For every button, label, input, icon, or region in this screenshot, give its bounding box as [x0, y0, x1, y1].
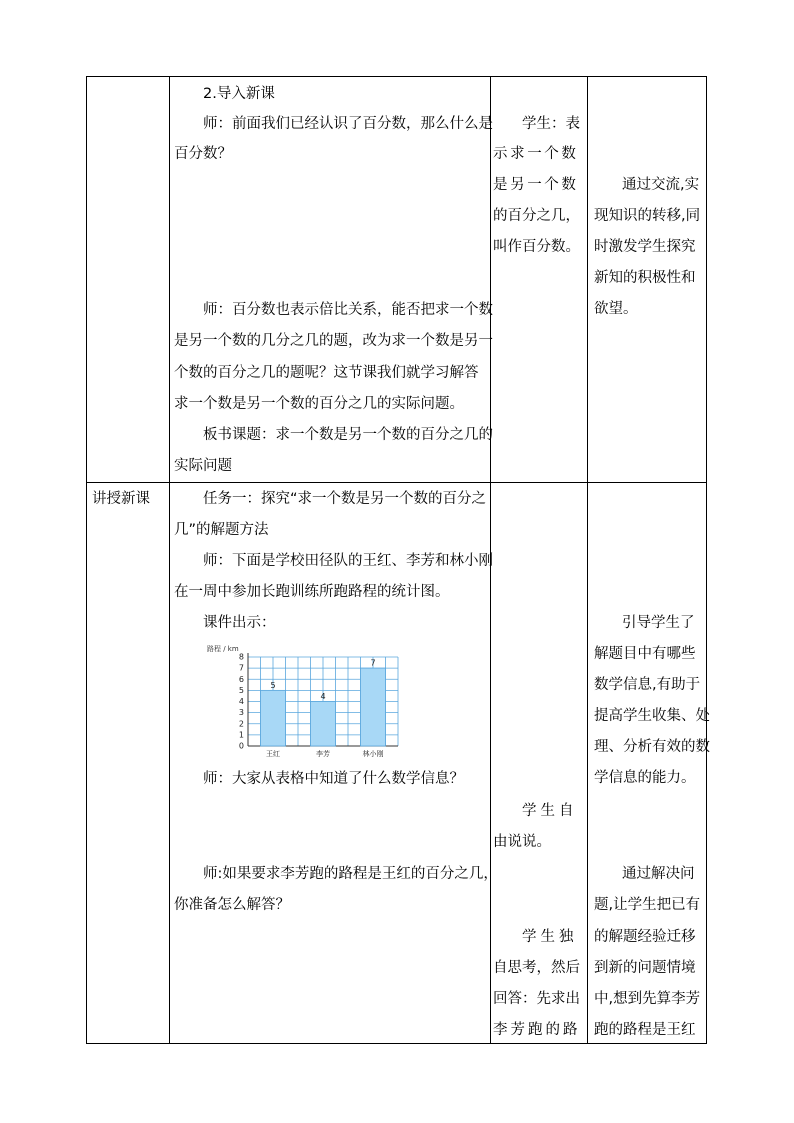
x-tick-label: 林小刚 [362, 750, 384, 758]
teacher-text: 板书课题：求一个数是另一个数的百分之几的 [203, 427, 493, 443]
intent-text: 欲望。 [594, 301, 638, 317]
y-tick-label: 8 [238, 652, 244, 662]
intent-text: 现知识的转移,同 [594, 208, 701, 224]
teacher-text: 在一周中参加长跑训练所跑路程的统计图。 [174, 584, 450, 600]
column-divider [169, 77, 170, 1043]
student-text: 示求一个数 [493, 146, 579, 162]
intent-text: 跑的路程是王红 [594, 1022, 696, 1038]
y-tick-label: 0 [238, 741, 244, 751]
student-text: 的百分之几， [493, 208, 580, 224]
student-text: 李芳跑的路 [493, 1022, 581, 1038]
teacher-text: 几”的解题方法 [174, 522, 269, 538]
intent-text: 理、分析有效的数 [594, 739, 710, 755]
teacher-text: 百分数？ [174, 146, 232, 162]
row-divider [87, 482, 706, 483]
stage-label: 讲授新课 [92, 491, 150, 507]
teacher-text: 师：大家从表格中知道了什么数学信息？ [203, 771, 464, 787]
intent-text: 引导学生了 [622, 615, 695, 631]
teacher-text: 实际问题 [174, 458, 232, 474]
y-tick-label: 7 [238, 663, 244, 673]
data-label: 4 [320, 692, 326, 701]
section-heading: 2.导入新课 [203, 86, 275, 102]
distance-bar-chart [204, 642, 404, 760]
teacher-text: 师:如果要求李芳跑的路程是王红的百分之几， [203, 866, 498, 882]
intent-text: 新知的积极性和 [594, 270, 696, 286]
intent-text: 提高学生收集、处 [594, 708, 710, 724]
data-label: 7 [370, 658, 376, 668]
student-text: 叫作百分数。 [493, 239, 580, 255]
bar [311, 702, 336, 747]
column-divider [587, 77, 588, 1043]
bar [361, 668, 386, 746]
teacher-text: 你准备怎么解答？ [174, 897, 290, 913]
intent-text: 解题目中有哪些 [594, 646, 696, 662]
data-label: 5 [270, 680, 276, 690]
intent-text: 学信息的能力。 [594, 770, 696, 786]
student-text: 是另一个数 [493, 177, 579, 193]
y-tick-label: 6 [238, 674, 244, 684]
teacher-text: 师：前面我们已经认识了百分数，那么什么是 [203, 116, 493, 132]
y-tick-label: 3 [238, 708, 244, 718]
bar [261, 690, 286, 746]
student-text: 学生自 [522, 803, 578, 819]
intent-text: 通过交流,实 [622, 177, 700, 193]
y-tick-label: 1 [238, 730, 244, 740]
student-text: 学生独 [522, 929, 578, 945]
student-text: 学生：表 [522, 116, 580, 132]
intent-text: 题,让学生把已有 [594, 897, 701, 913]
y-tick-label: 2 [238, 719, 244, 729]
x-tick-label: 王红 [266, 750, 280, 758]
student-text: 自思考，然后 [493, 960, 580, 976]
intent-text: 中,想到先算李芳 [594, 991, 701, 1007]
intent-text: 到新的问题情境 [594, 960, 696, 976]
student-text: 回答：先求出 [493, 991, 580, 1007]
teacher-text: 求一个数是另一个数的百分之几的实际问题。 [174, 396, 464, 412]
task-heading: 任务一：探究“求一个数是另一个数的百分之 [203, 491, 487, 507]
teacher-text: 个数的百分之几的题呢？这节课我们就学习解答 [174, 365, 479, 381]
intent-text: 时激发学生探究 [594, 239, 696, 255]
chart-ylabel: 路程 / km [207, 645, 239, 653]
intent-text: 的解题经验迁移 [594, 929, 696, 945]
teacher-text: 师：下面是学校田径队的王红、李芳和林小刚 [203, 553, 493, 569]
teacher-text: 师：百分数也表示倍比关系，能否把求一个数 [203, 302, 493, 318]
y-tick-label: 5 [238, 685, 244, 695]
y-tick-label: 4 [238, 697, 244, 706]
teacher-text: 是另一个数的几分之几的题，改为求一个数是另一 [174, 333, 493, 349]
intent-text: 数学信息,有助于 [594, 677, 701, 693]
x-tick-label: 李芳 [316, 750, 330, 758]
intent-text: 通过解决问 [622, 866, 695, 882]
student-text: 由说说。 [493, 834, 551, 850]
teacher-text: 课件出示： [203, 615, 276, 631]
